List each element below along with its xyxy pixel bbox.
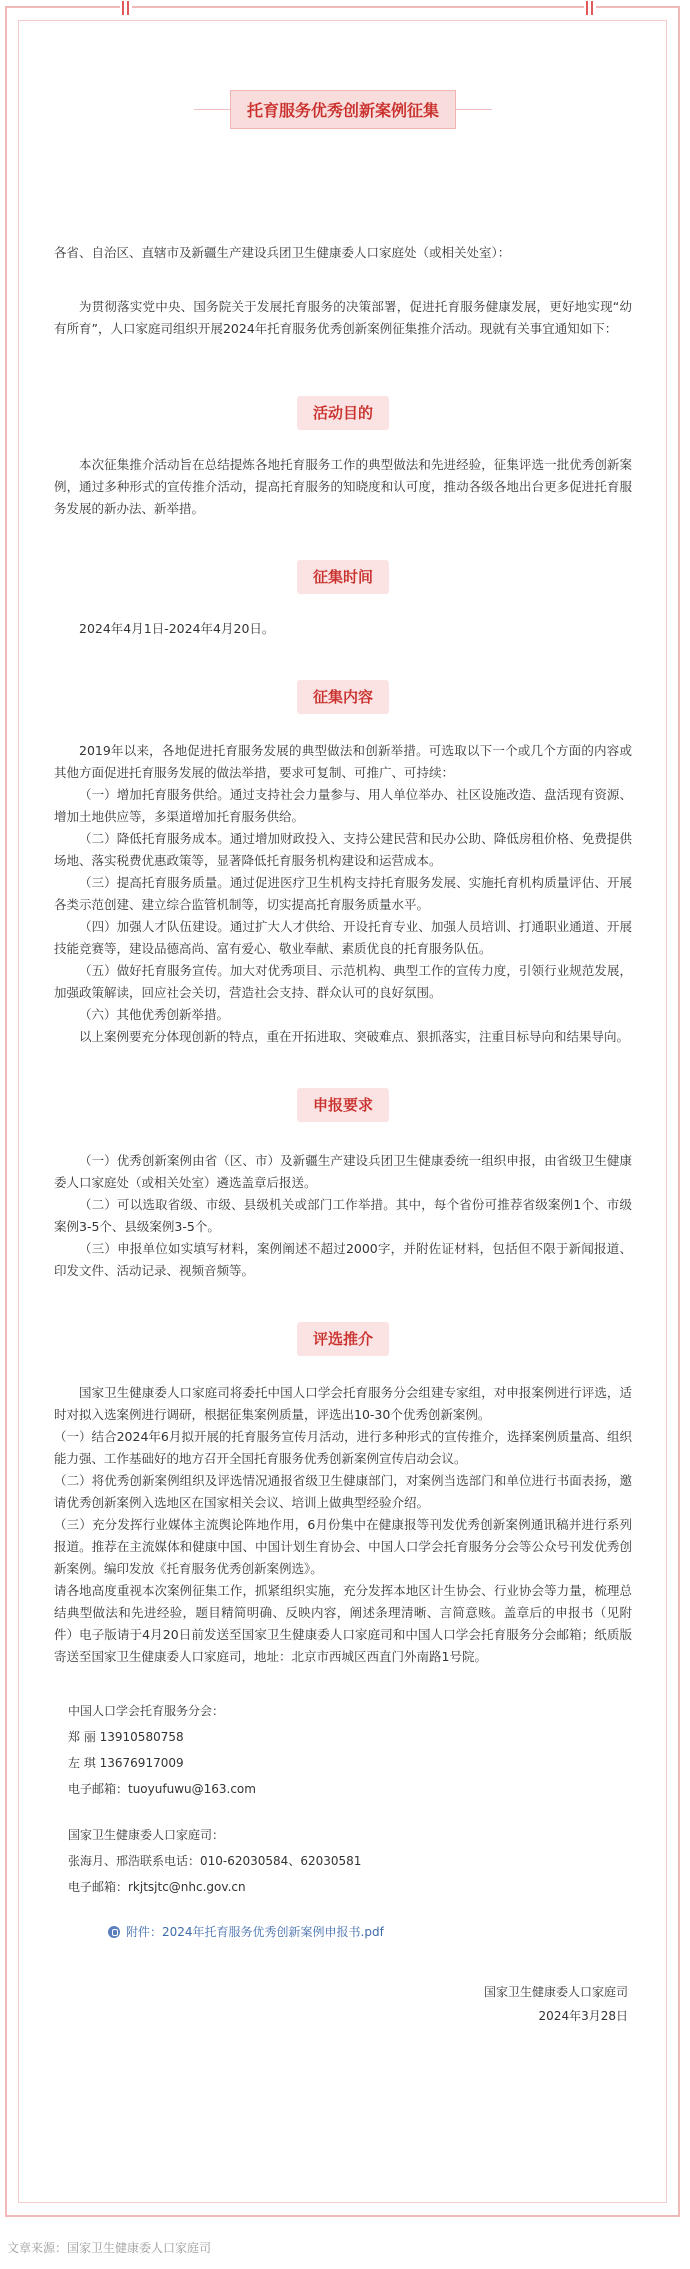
contact-group-department xyxy=(54,1822,632,1900)
section-heading-time: 征集时间 xyxy=(297,560,389,594)
content-item-6: （六）其他优秀创新举措。 xyxy=(79,1007,230,1022)
frame-ornament-left xyxy=(120,0,132,17)
evaluation-item-2: （二）将优秀创新案例组织及评选情况通报省级卫生健康部门，对案例当选部门和单位进行书面表扬，邀请优秀创新案例入选地区在国家相关会议、培训上做典型经验介绍。 xyxy=(54,1473,632,1510)
contact-phone-department: 张海月、邢浩联系电话：010-62030584、62030581 xyxy=(68,1854,362,1868)
attachment-label: 附件：2024年托育服务优秀创新案例申报书.pdf xyxy=(126,1925,384,1939)
content-intro: 2019年以来，各地促进托育服务发展的典型做法和创新举措。可选取以下一个或几个方面的内容或其他方面促进托育服务发展的做法举措，要求可复制、可推广、可持续： xyxy=(54,743,632,780)
frame-ornament-right xyxy=(584,0,596,17)
contact-group-society xyxy=(54,1698,632,1802)
contact-org-department: 国家卫生健康委人口家庭司： xyxy=(68,1828,225,1842)
content-item-1: （一）增加托育服务供给。通过支持社会力量参与、用人单位举办、社区设施改造、盘活现有资源、增加土地供应等，多渠道增加托育服务供给。 xyxy=(54,787,632,824)
evaluation-intro: 国家卫生健康委人口家庭司将委托中国人口学会托育服务分会组建专家组，对申报案例进行评选，适时对拟入选案例进行调研，根据征集案例质量，评选出10-30个优秀创新案例。 xyxy=(54,1385,632,1422)
page-title: 托育服务优秀创新案例征集 xyxy=(230,90,456,129)
paperclip-icon xyxy=(108,1926,120,1938)
article-body xyxy=(54,66,632,2028)
contact-person-2: 左 琪 13676917009 xyxy=(68,1756,184,1770)
section-heading-evaluation: 评选推介 xyxy=(297,1322,389,1356)
requirement-item-2: （二）可以选取省级、市级、县级机关或部门工作举措。其中，每个省份可推荐省级案例1个、市级案例3-5个、县级案例3-5个。 xyxy=(54,1197,632,1234)
content-item-5: （五）做好托育服务宣传。加大对优秀项目、示范机构、典型工作的宣传力度，引领行业规范发展，加强政策解读，回应社会关切，营造社会支持、群众认可的良好氛围。 xyxy=(54,963,632,1000)
contact-email-society: 电子邮箱：tuoyufuwu@163.com xyxy=(68,1782,256,1796)
content-item-2: （二）降低托育服务成本。通过增加财政投入、支持公建民营和民办公助、降低房租价格、免费提供场地、落实税费优惠政策等，显著降低托育服务机构建设和运营成本。 xyxy=(54,831,632,868)
content-item-4: （四）加强人才队伍建设。通过扩大人才供给、开设托育专业、加强人员培训、打通职业通道、开展技能竞赛等，建设品德高尚、富有爱心、敬业奉献、素质优良的托育服务队伍。 xyxy=(54,919,632,956)
section-heading-purpose: 活动目的 xyxy=(297,396,389,430)
evaluation-item-3: （三）充分发挥行业媒体主流舆论阵地作用，6月份集中在健康报等刊发优秀创新案例通讯稿并进行系列报道。推荐在主流媒体和健康中国、中国计划生育协会、中国人口学会托育服务分会等公众号刊发优秀创新案例。编印发放《托育服务优秀创新案例选》。 xyxy=(54,1517,632,1576)
salutation: 各省、自治区、直辖市及新疆生产建设兵团卫生健康委人口家庭处（或相关处室）： xyxy=(54,245,511,260)
signature-org: 国家卫生健康委人口家庭司 xyxy=(483,1985,628,1999)
signature-block xyxy=(54,1980,632,2028)
contact-org-society: 中国人口学会托育服务分会： xyxy=(68,1704,225,1718)
article-source: 文章来源：国家卫生健康委人口家庭司 xyxy=(7,2241,212,2255)
content-outro: 以上案例要充分体现创新的特点，重在开拓进取、突破难点、狠抓落实，注重目标导向和结果导向。 xyxy=(79,1029,630,1044)
evaluation-item-1: （一）结合2024年6月拟开展的托育服务宣传月活动，进行多种形式的宣传推介，选择案例质量高、组织能力强、工作基础好的地方召开全国托育服务优秀创新案例宣传启动会议。 xyxy=(54,1429,632,1466)
section-heading-content: 征集内容 xyxy=(297,680,389,714)
title-banner xyxy=(54,66,632,130)
requirement-item-3: （三）申报单位如实填写材料，案例阐述不超过2000字，并附佐证材料，包括但不限于新闻报道、印发文件、活动记录、视频音频等。 xyxy=(54,1241,632,1278)
section-heading-requirements: 申报要求 xyxy=(297,1088,389,1122)
intro-paragraph: 为贯彻落实党中央、国务院关于发展托育服务的决策部署，促进托育服务健康发展，更好地实现“幼有所育”，人口家庭司组织开展2024年托育服务优秀创新案例征集推介活动。现就有关事宜通知如下： xyxy=(54,299,632,336)
requirement-item-1: （一）优秀创新案例由省（区、市）及新疆生产建设兵团卫生健康委统一组织申报，由省级卫生健康委人口家庭处（或相关处室）遴选盖章后报送。 xyxy=(54,1153,632,1190)
contact-email-department: 电子邮箱：rkjtsjtc@nhc.gov.cn xyxy=(68,1880,246,1894)
purpose-paragraph: 本次征集推介活动旨在总结提炼各地托育服务工作的典型做法和先进经验，征集评选一批优秀创新案例，通过多种形式的宣传推介活动，提高托育服务的知晓度和认可度，推动各级各地出台更多促进托育服务发展的新办法、新举措。 xyxy=(54,457,632,516)
signature-date: 2024年3月28日 xyxy=(538,2009,628,2023)
evaluation-closing: 请各地高度重视本次案例征集工作，抓紧组织实施，充分发挥本地区计生协会、行业协会等力量，梳理总结典型做法和先进经验，题目精简明确、反映内容，阐述条理清晰、言简意赅。盖章后的申报书（见附件）电子版请于4月20日前发送至国家卫生健康委人口家庭司和中国人口学会托育服务分会邮箱；纸质版寄送至国家卫生健康委人口家庭司，地址：北京市西城区西直门外南路1号院。 xyxy=(54,1583,632,1664)
content-item-3: （三）提高托育服务质量。通过促进医疗卫生机构支持托育服务发展、实施托育机构质量评估、开展各类示范创建、建立综合监管机制等，切实提高托育服务质量水平。 xyxy=(54,875,632,912)
attachment-link[interactable] xyxy=(54,1920,632,1944)
time-paragraph: 2024年4月1日-2024年4月20日。 xyxy=(79,621,275,636)
contact-person-1: 郑 丽 13910580758 xyxy=(68,1730,184,1744)
